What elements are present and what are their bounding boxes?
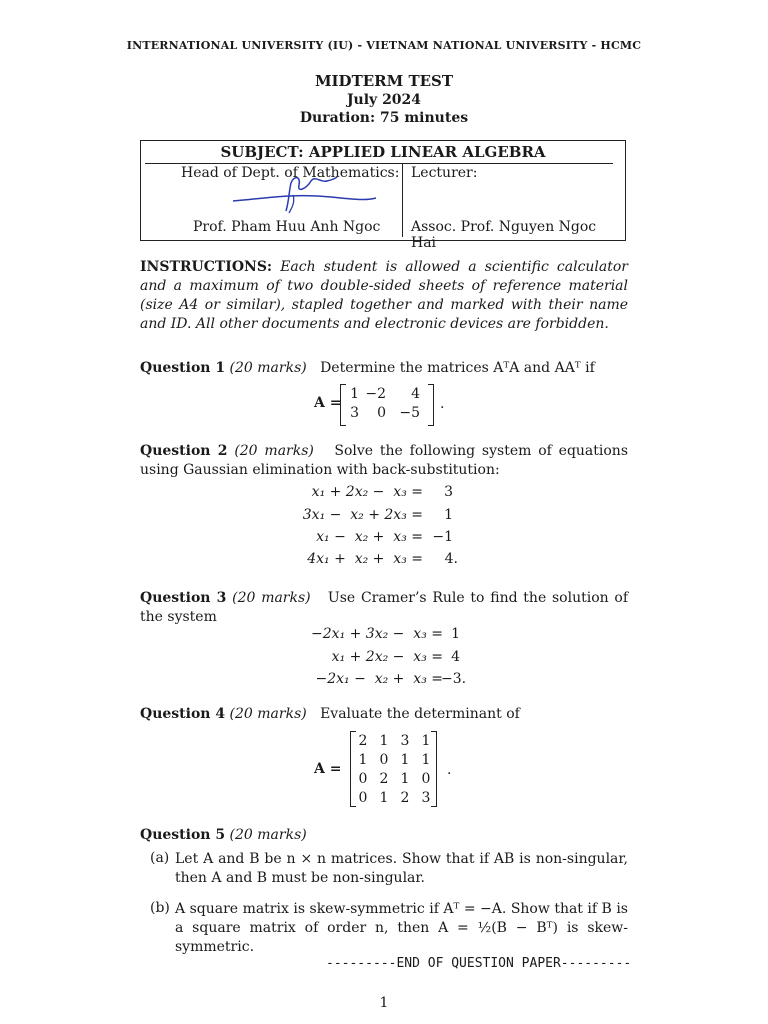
part-label: (a) [150, 850, 170, 866]
question-label: Question 5 [140, 827, 226, 843]
matrix-cell: 0 [421, 771, 431, 787]
part-b-text: A square matrix is skew-symmetric if Aᵀ = −A. Show that if B is a square matrix of order n, then A = ½(B − Bᵀ) is skew-symmetric. [175, 901, 628, 955]
matrix-cell: 1 [421, 733, 431, 749]
equation-rhs: 1 [451, 626, 460, 642]
matrix-cell: 2 [400, 790, 410, 806]
question-label: Question 1 [140, 360, 226, 376]
instructions [140, 258, 628, 334]
question-marks: (20 marks) [229, 706, 307, 722]
signature-image [231, 171, 381, 221]
matrix-cell: 4 [411, 386, 420, 402]
university-header: INTERNATIONAL UNIVERSITY (IU) - VIETNAM NATIONAL UNIVERSITY - HCMC [126, 39, 642, 52]
matrix-cell: 0 [379, 752, 389, 768]
page-number: 1 [379, 995, 389, 1011]
equation-rhs: 3 [444, 484, 453, 500]
test-title: MIDTERM TEST [314, 72, 454, 90]
matrix-cell: 2 [379, 771, 389, 787]
test-duration: Duration: 75 minutes [299, 110, 469, 126]
question-marks: (20 marks) [229, 827, 307, 843]
matrix-label: A = [314, 761, 342, 777]
matrix-cell: 1 [400, 771, 410, 787]
divider [145, 163, 613, 164]
part-a-text: Let A and B be n × n matrices. Show that if AB is non-singular, then A and B must be non-singular. [175, 851, 628, 886]
question-2 [140, 442, 628, 480]
matrix-bracket [428, 384, 434, 426]
question-label: Question 2 [140, 443, 228, 459]
equation-lhs: x₁ − x₂ + x₃ = [316, 529, 423, 545]
equation-rhs: 4. [444, 551, 458, 567]
subject-title: SUBJECT: APPLIED LINEAR ALGEBRA [220, 143, 546, 161]
subject-box [140, 140, 626, 251]
question-4 [140, 705, 628, 724]
instructions-label: INSTRUCTIONS: [140, 259, 273, 275]
matrix-cell: 3 [400, 733, 410, 749]
equation-lhs: x₁ + 2x₂ − x₃ = [311, 484, 423, 500]
equation-rhs: 4 [451, 649, 460, 665]
matrix-cell: 1 [379, 790, 389, 806]
matrix-label: A = [314, 395, 342, 411]
equation-lhs: −2x₁ + 3x₂ − x₃ = [311, 626, 443, 642]
matrix-cell: 0 [358, 790, 368, 806]
question-label: Question 3 [140, 590, 227, 606]
matrix-cell: −2 [365, 386, 386, 402]
equation-lhs: 4x₁ + x₂ + x₃ = [307, 551, 423, 567]
equation-rhs: −1 [432, 529, 453, 545]
divider [402, 163, 403, 237]
matrix-cell: 1 [358, 752, 368, 768]
matrix-cell: 1 [400, 752, 410, 768]
question-text: Solve the following system of equations using Gaussian elimination with back-substitution: [140, 443, 629, 478]
question-3 [140, 589, 628, 627]
head-name: Prof. Pham Huu Anh Ngoc [193, 219, 381, 235]
question-text: Evaluate the determinant of [320, 706, 520, 722]
matrix-cell: 0 [358, 771, 368, 787]
matrix-cell: 2 [358, 733, 368, 749]
equation-rhs: −3. [441, 671, 467, 687]
lecturer-name: Assoc. Prof. Nguyen Ngoc Hai [411, 219, 597, 251]
part-label: (b) [150, 900, 170, 916]
head-label: Head of Dept. of Mathematics: [181, 165, 400, 181]
equation-lhs: 3x₁ − x₂ + 2x₃ = [302, 507, 423, 523]
period: . [440, 396, 445, 412]
matrix-cell: 0 [377, 405, 386, 421]
equation-lhs: x₁ + 2x₂ − x₃ = [331, 649, 443, 665]
question-label: Question 4 [140, 706, 226, 722]
matrix-cell: 1 [421, 752, 431, 768]
instructions-text: Each student is allowed a scientific calculator and a maximum of two double-sided sheets of reference material (size A4 or similar), stapled together and marked with their name and ID. All other documents and electronic devices are forbidden. [140, 259, 628, 332]
matrix-cell: 3 [421, 790, 431, 806]
matrix-cell: −5 [399, 405, 420, 421]
question-text: Determine the matrices AᵀA and AAᵀ if [320, 360, 595, 376]
matrix-cell: 3 [350, 405, 359, 421]
end-marker: ---------END OF QUESTION PAPER--------- [326, 956, 632, 971]
question-marks: (20 marks) [234, 443, 314, 459]
question-1 [140, 359, 628, 378]
question-text: Use Cramer’s Rule to find the solution of the system [140, 590, 629, 625]
lecturer-label: Lecturer: [411, 165, 478, 181]
period: . [447, 762, 452, 778]
question-marks: (20 marks) [229, 360, 307, 376]
test-date: July 2024 [346, 92, 422, 108]
equation-rhs: 1 [444, 507, 453, 523]
question-marks: (20 marks) [232, 590, 311, 606]
matrix-cell: 1 [350, 386, 359, 402]
matrix-cell: 1 [379, 733, 389, 749]
equation-lhs: −2x₁ − x₂ + x₃ = [315, 671, 443, 687]
question-5 [140, 826, 628, 845]
